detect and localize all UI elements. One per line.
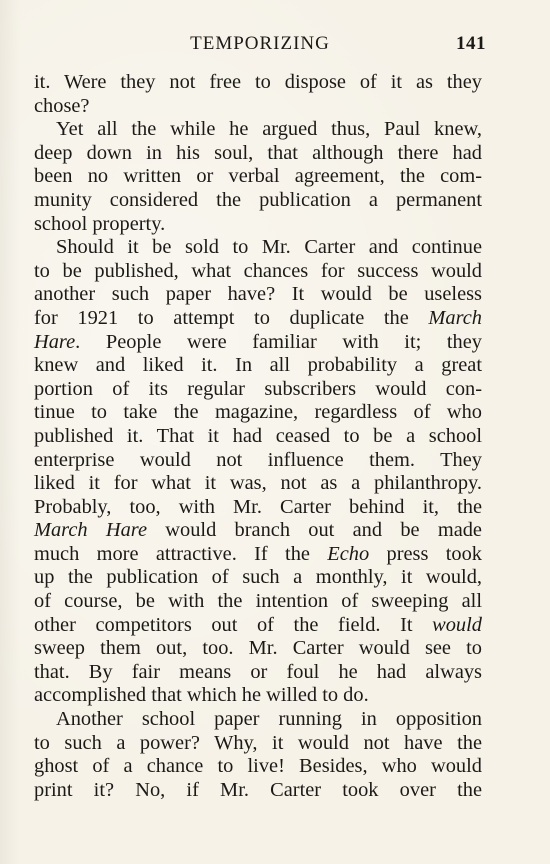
text-line [34,189,482,213]
text-segment: for 1921 to attempt to duplicate the [34,306,429,329]
italic-text-segment: March [428,306,482,329]
text-segment: it. Were they not free to dispose of it as they [34,71,482,93]
text-line [34,213,482,237]
text-segment: portion of its regular subscribers would con- [34,377,482,400]
text-segment: would branch out and be made [147,519,482,542]
text-segment: Probably, too, with Mr. Carter behind it, the [34,495,482,518]
text-line [34,425,482,449]
text-segment: liked it for what it was, not as a philanthropy. [34,472,482,495]
text-segment: munity considered the publication a permanent [34,188,482,211]
page-gutter-shadow [0,0,20,864]
text-line [34,779,482,803]
text-line [34,118,482,142]
text-line [34,543,482,567]
text-line [34,519,482,543]
text-line [34,708,482,732]
text-line [34,354,482,378]
text-segment: . People were familiar with it; they [75,330,482,353]
text-line [34,732,482,756]
italic-text-segment: would [432,613,482,636]
text-segment: published it. That it had ceased to be a school [34,424,482,447]
text-line [34,661,482,685]
text-line [34,283,482,307]
text-segment: tinue to take the magazine, regardless of who [34,401,482,424]
text-line [34,496,482,520]
text-segment: of course, be with the intention of sweeping all [34,590,482,613]
text-line [34,755,482,779]
text-segment: that. By fair means or foul he had always [34,660,482,683]
text-line [34,142,482,166]
text-segment: knew and liked it. In all probability a great [34,354,482,377]
text-segment: chose? [34,94,90,117]
text-line [34,165,482,189]
text-line [34,566,482,590]
text-segment: accomplished that which he willed to do. [34,684,369,707]
text-segment: Another school paper running in opposition [56,708,482,731]
page-number: 141 [456,33,486,54]
text-line [34,95,482,119]
text-line [34,449,482,473]
text-segment: press took [369,542,483,565]
text-line [34,637,482,661]
text-line [34,590,482,614]
text-line [34,401,482,425]
text-line [34,307,482,331]
text-segment: other competitors out of the field. It [34,613,433,636]
text-segment: up the publication of such a monthly, it would, [34,566,482,589]
text-segment: print it? No, if Mr. Carter took over the [34,778,482,801]
text-line [34,472,482,496]
text-segment: enterprise would not influence them. They [34,448,482,471]
text-segment: Should it be sold to Mr. Carter and continue [56,236,482,259]
text-line [34,378,482,402]
text-segment: school property. [34,212,166,235]
text-line [34,684,482,708]
body-text [34,71,482,802]
text-segment: deep down in his soul, that although there had [34,141,482,164]
running-head: TEMPORIZING [190,33,330,54]
italic-text-segment: Echo [327,542,370,565]
text-segment: sweep them out, too. Mr. Carter would see to [34,637,482,660]
text-segment: to such a power? Why, it would not have the [34,731,482,754]
text-segment: to be published, what chances for success would [34,259,482,282]
text-segment: Yet all the while he argued thus, Paul knew, [56,118,482,141]
text-segment: much more attractive. If the [34,542,328,565]
text-line [34,260,482,284]
text-segment: been no written or verbal agreement, the com- [34,165,482,188]
text-line [34,71,482,95]
text-segment: another such paper have? It would be useless [34,283,482,306]
italic-text-segment: Hare [34,330,76,353]
text-line [34,614,482,638]
page-header [34,33,486,59]
italic-text-segment: March Hare [34,519,148,542]
text-line [34,236,482,260]
text-line [34,331,482,355]
text-segment: ghost of a chance to live! Besides, who would [34,755,482,778]
